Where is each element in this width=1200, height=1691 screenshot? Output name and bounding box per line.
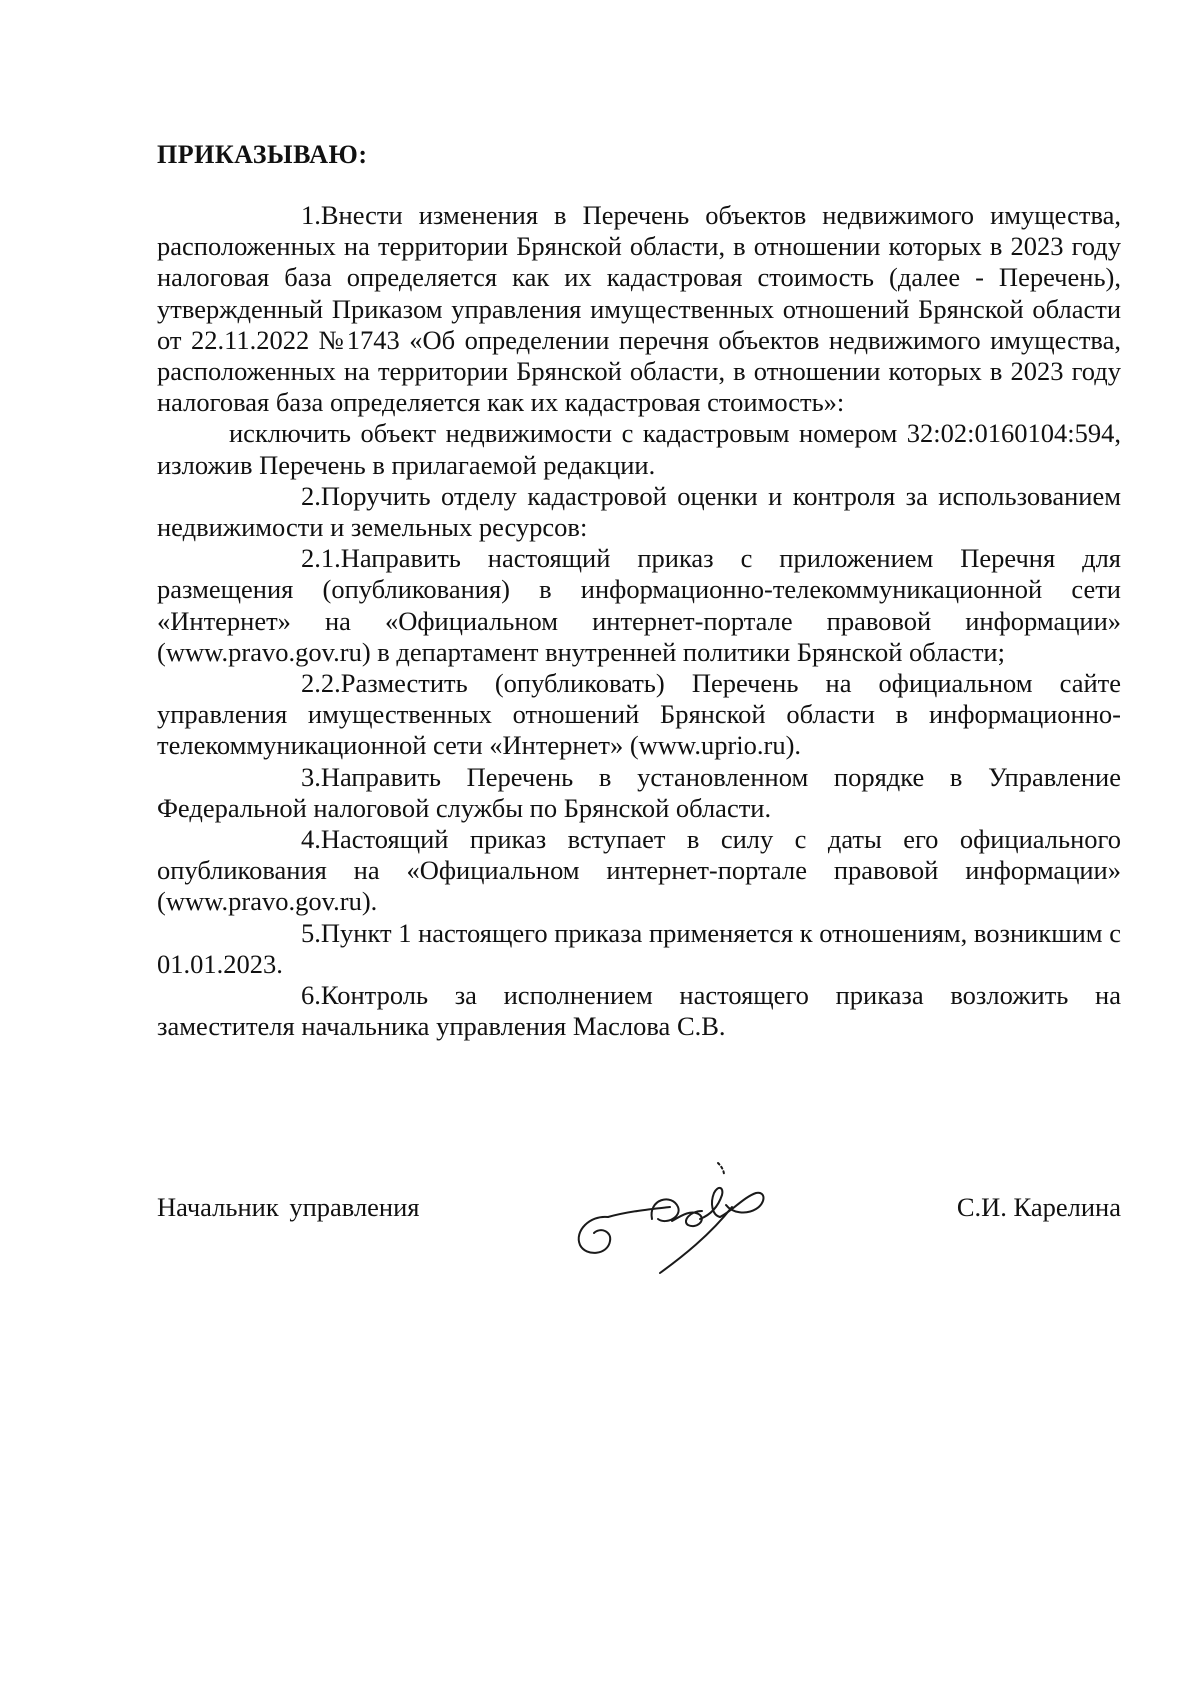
paragraph-1-continuation	[157, 418, 1121, 480]
paragraph-number: 1.	[301, 200, 321, 230]
signatory-role: Начальник управления	[157, 1192, 420, 1222]
paragraph-number: 2.	[301, 480, 321, 511]
handwritten-signature	[560, 1145, 810, 1275]
paragraph-2-1	[157, 543, 1121, 668]
paragraph-text: Контроль за исполнением настоящего приказа возложить на заместителя начальника управления Маслова С.В.	[157, 980, 1121, 1042]
paragraph-text: Поручить отделу кадастровой оценки и контроля за использованием недвижимости и земельных ресурсов:	[157, 480, 1121, 543]
paragraph-number: 3.	[301, 761, 321, 792]
paragraph-number: 2.2.	[301, 668, 341, 699]
paragraph-2-2	[157, 668, 1121, 762]
paragraph-1	[157, 200, 1121, 418]
paragraph-5	[157, 918, 1121, 980]
paragraph-number: 4.	[301, 824, 321, 855]
paragraph-2	[157, 481, 1121, 543]
paragraph-text: Направить Перечень в установленном порядке в Управление Федеральной налоговой службы по Брянской области.	[157, 761, 1121, 823]
paragraph-number: 6.	[301, 980, 321, 1011]
paragraph-3	[157, 762, 1121, 824]
order-body	[157, 200, 1121, 1042]
paragraph-text: Настоящий приказ вступает в силу с даты его официального опубликования на «Официальном интернет-портале правовой информации» (www.pravo.gov.ru).	[157, 824, 1121, 917]
order-heading: ПРИКАЗЫВАЮ:	[157, 140, 368, 169]
paragraph-text: Пункт 1 настоящего приказа применяется к отношениям, возникшим с 01.01.2023.	[157, 917, 1121, 979]
paragraph-text: Внести изменения в Перечень объектов недвижимого имущества, расположенных на территории Брянской области, в отношении которых в 2023 году налоговая база определяется как их кадастровая стоимость (далее - Перечень), утвержденный Приказом управления имущественных отношений Брянской области от 22.11.2022 №1743 «Об определении перечня объектов недвижимого имущества, расположенных на территории Брянской области, в отношении которых в 2023 году налоговая база определяется как их кадастровая стоимость»:	[157, 200, 1121, 418]
paragraph-number: 2.1.	[301, 543, 341, 574]
paragraph-4	[157, 824, 1121, 918]
paragraph-6	[157, 980, 1121, 1042]
paragraph-text: Направить настоящий приказ с приложением Перечня для размещения (опубликования) в информационно-телекоммуникационной сети «Интернет» на «Официальном интернет-портале правовой информации» (www.pravo.gov.ru) в департамент внутренней политики Брянской области;	[157, 543, 1121, 667]
paragraph-number: 5.	[301, 917, 321, 948]
paragraph-text: исключить объект недвижимости с кадастровым номером 32:02:0160104:594, изложив Перечень в прилагаемой редакции.	[157, 418, 1121, 480]
paragraph-text: Разместить (опубликовать) Перечень на официальном сайте управления имущественных отношений Брянской области в информационно-телекоммуникационной сети «Интернет» (www.uprio.ru).	[157, 668, 1121, 761]
signatory-name: С.И. Карелина	[956, 1192, 1121, 1222]
